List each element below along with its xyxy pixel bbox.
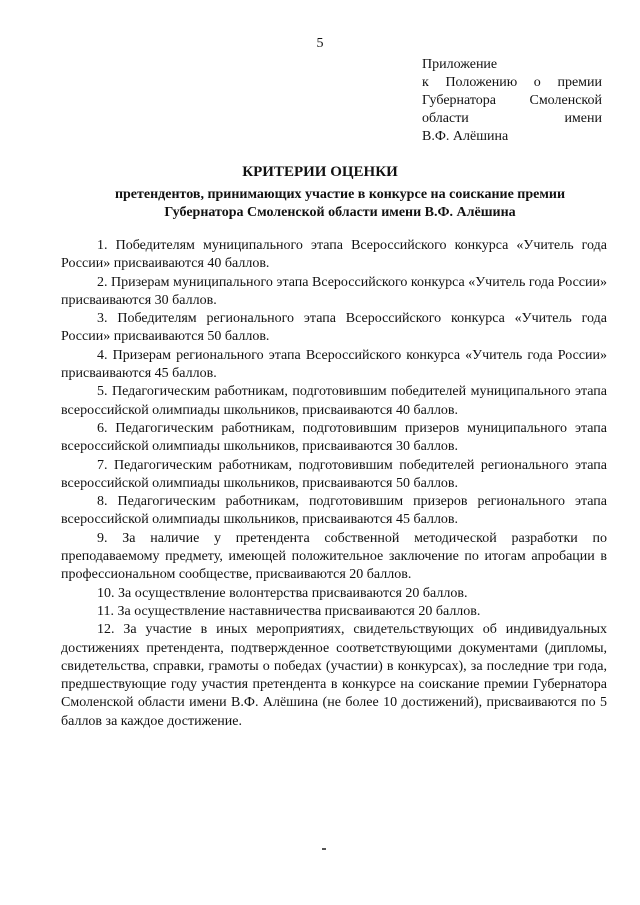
criterion-item: 12. За участие в иных мероприятиях, свидетельствующих об индивидуальных достижениях претендента, подтвержденное соответствующими документами (дипломы, свидетельства, справки, грамоты о победах (участии) в конкурсах), за последние три года, предшествующие году участия претендента в конкурсе на соискание премии Губернатора Смоленской области имени В.Ф. Алёшина (не более 10 достижений), присваиваются по 5 баллов за каждое достижение. bbox=[61, 622, 607, 729]
scan-speck bbox=[322, 848, 326, 850]
appendix-line: В.Ф. Алёшина bbox=[422, 129, 509, 144]
criterion-item: 7. Педагогическим работникам, подготовившим победителей регионального этапа всероссийской олимпиады школьников, присваиваются 50 баллов. bbox=[61, 457, 607, 491]
page-number: 5 bbox=[316, 36, 324, 51]
criterion-item: 6. Педагогическим работникам, подготовившим призеров муниципального этапа всероссийской олимпиады школьников, присваиваются 30 баллов. bbox=[61, 420, 607, 455]
criterion-item: 8. Педагогическим работникам, подготовившим призеров регионального этапа всероссийской олимпиады школьников, присваиваются 45 баллов. bbox=[61, 494, 607, 528]
appendix-line: области имени bbox=[422, 111, 602, 126]
criterion-item: 5. Педагогическим работникам, подготовившим победителей муниципального этапа всероссийской олимпиады школьников, присваиваются 40 баллов. bbox=[61, 384, 607, 418]
criteria-list bbox=[61, 237, 607, 731]
appendix-line: Приложение bbox=[422, 57, 498, 72]
appendix-block bbox=[422, 56, 602, 146]
criterion-item: 9. За наличие у претендента собственной методической разработки по преподаваемому предмету, имеющей положительное заключение по итогам апробации в профессиональном сообществе, присваиваются 20 баллов. bbox=[61, 530, 607, 583]
appendix-line: к Положению о премии bbox=[422, 75, 602, 90]
subtitle-line: Губернатора Смоленской области имени В.Ф. Алёшина bbox=[164, 205, 516, 220]
criterion-item: 4. Призерам регионального этапа Всероссийского конкурса «Учитель года России» присваиваются 45 баллов. bbox=[61, 347, 607, 382]
appendix-line: Губернатора Смоленской bbox=[422, 93, 602, 108]
criterion-item: 2. Призерам муниципального этапа Всероссийского конкурса «Учитель года России» присваиваются 30 баллов. bbox=[61, 274, 607, 308]
criterion-item: 1. Победителям муниципального этапа Всероссийского конкурса «Учитель года России» присваиваются 40 баллов. bbox=[61, 238, 607, 272]
criterion-item: 10. За осуществление волонтерства присваиваются 20 баллов. bbox=[97, 585, 468, 601]
subtitle-line: претендентов, принимающих участие в конкурсе на соискание премии bbox=[114, 187, 566, 202]
criterion-item: 3. Победителям регионального этапа Всероссийского конкурса «Учитель года России» присваиваются 50 баллов. bbox=[61, 311, 607, 345]
criterion-item: 11. За осуществление наставничества присваиваются 20 баллов. bbox=[97, 603, 481, 619]
document-subtitle bbox=[60, 186, 620, 222]
document-title: КРИТЕРИИ ОЦЕНКИ bbox=[242, 164, 398, 180]
